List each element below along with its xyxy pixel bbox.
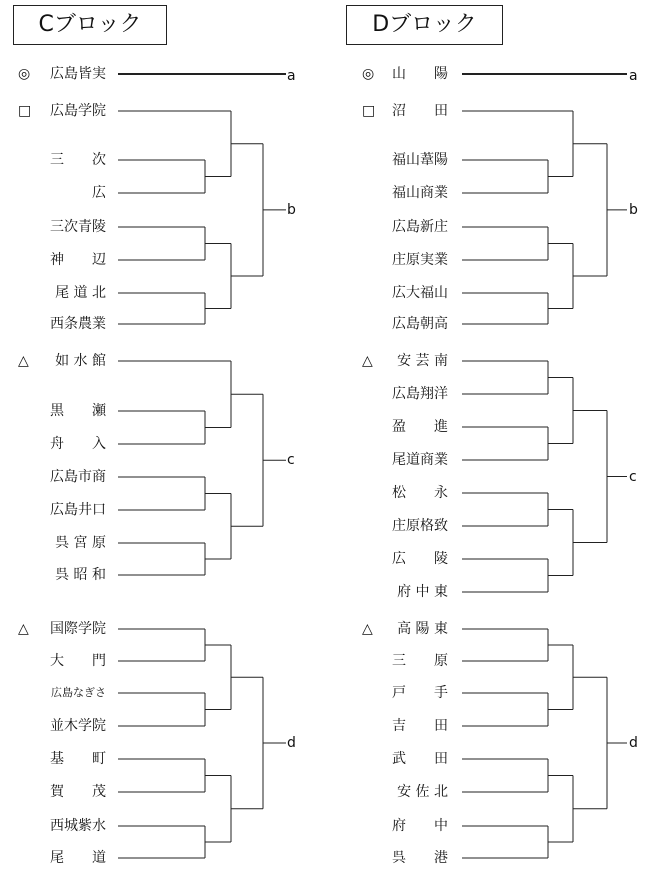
team-name-d-g3-7: 呉 港 — [392, 850, 448, 866]
team-name-c-g3-4: 基 町 — [50, 751, 106, 767]
team-name-d-g2-4: 松 永 — [392, 485, 448, 501]
team-name-d-g1-0: 沼 田 — [392, 103, 448, 119]
team-name-d-g1-3: 広島新庄 — [392, 219, 448, 235]
team-name-c-seed: 広島皆実 — [50, 66, 106, 82]
team-name-c-g2-4: 広島井口 — [50, 502, 106, 518]
block-d-title: Dブロック — [346, 5, 503, 45]
team-name-d-g2-2: 盈 進 — [392, 419, 448, 435]
team-name-d-g2-3: 尾道商業 — [392, 452, 448, 468]
team-name-c-g1-0: 広島学院 — [50, 103, 106, 119]
team-name-c-g3-6: 西城紫水 — [50, 818, 106, 834]
team-name-c-g2-2: 舟 入 — [50, 436, 106, 452]
group-mark-d-g3: △ — [362, 621, 373, 637]
bracket-label-c-g1: b — [287, 201, 296, 218]
block-c-title: Cブロック — [13, 5, 167, 45]
team-name-d-g2-0: 安 芸 南 — [397, 353, 448, 369]
bracket-label-d-g3: d — [629, 735, 638, 751]
group-mark-c-g3: △ — [18, 621, 29, 637]
team-name-d-g3-6: 府 中 — [392, 818, 448, 834]
team-name-c-g2-1: 黒 瀬 — [50, 403, 106, 419]
team-name-d-g1-1: 福山葦陽 — [392, 152, 448, 168]
team-name-c-g1-4: 神 辺 — [50, 252, 106, 268]
team-name-c-g1-2: 広 — [92, 185, 106, 201]
team-name-d-g2-6: 広 陵 — [392, 551, 448, 567]
team-name-d-g1-2: 福山商業 — [392, 185, 448, 201]
team-name-c-g3-3: 並木学院 — [50, 718, 106, 734]
team-name-d-g2-7: 府 中 東 — [397, 584, 448, 600]
bracket-label-d-g1: b — [629, 201, 638, 218]
bracket-label-c-g3: d — [287, 735, 296, 751]
team-name-d-g2-1: 広島翔洋 — [392, 386, 448, 402]
team-name-c-g3-0: 国際学院 — [50, 621, 106, 637]
team-name-d-g2-5: 庄原格致 — [392, 518, 448, 534]
team-name-d-g3-4: 武 田 — [392, 751, 448, 767]
team-name-c-g1-6: 西条農業 — [50, 316, 106, 332]
seed-mark-d: ◎ — [362, 66, 375, 82]
team-name-d-seed: 山 陽 — [392, 66, 448, 82]
team-name-c-g2-3: 広島市商 — [50, 469, 106, 485]
team-name-d-g1-5: 広大福山 — [392, 285, 448, 301]
team-name-d-g3-0: 高 陽 東 — [397, 621, 448, 637]
team-name-c-g3-1: 大 門 — [50, 653, 106, 669]
team-name-c-g1-1: 三 次 — [50, 152, 106, 168]
team-name-c-g3-7: 尾 道 — [50, 850, 106, 866]
group-mark-d-g2: △ — [362, 353, 373, 369]
bracket-label-c-a: a — [287, 68, 296, 84]
team-name-d-g1-4: 庄原実業 — [392, 252, 448, 268]
bracket-label-d-g2: c — [629, 468, 637, 485]
group-mark-c-g2: △ — [18, 353, 29, 369]
team-name-c-g1-3: 三次青陵 — [50, 219, 106, 235]
team-name-d-g1-6: 広島朝高 — [392, 316, 448, 332]
seed-mark-c: ◎ — [18, 66, 31, 82]
team-name-d-g3-5: 安 佐 北 — [397, 784, 448, 800]
bracket-label-d-a: a — [629, 68, 638, 84]
team-name-c-g3-2: 広島なぎさ — [51, 686, 106, 699]
team-name-c-g3-5: 賀 茂 — [50, 784, 106, 800]
team-name-c-g2-5: 呉 宮 原 — [55, 535, 106, 551]
group-mark-c-g1: □ — [18, 103, 32, 119]
team-name-d-g3-2: 戸 手 — [392, 685, 448, 701]
bracket-label-c-g2: c — [287, 452, 295, 469]
group-mark-d-g1: □ — [362, 103, 376, 119]
team-name-c-g1-5: 尾 道 北 — [55, 285, 106, 301]
team-name-c-g2-6: 呉 昭 和 — [55, 567, 106, 583]
team-name-d-g3-1: 三 原 — [392, 653, 448, 669]
team-name-d-g3-3: 吉 田 — [392, 718, 448, 734]
team-name-c-g2-0: 如 水 館 — [55, 353, 106, 369]
